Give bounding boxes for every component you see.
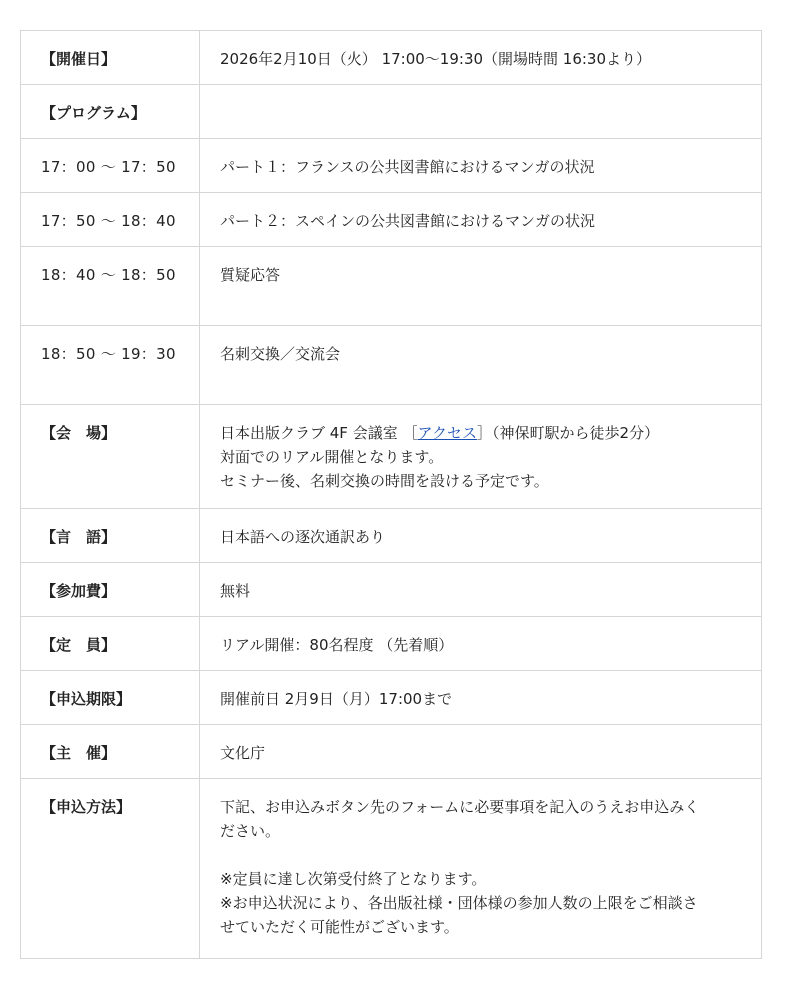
date-label: 【開催日】 <box>21 31 200 85</box>
venue-line-2: 対面でのリアル開催となります。 <box>220 448 444 466</box>
row-date <box>21 31 762 85</box>
venue-station-note: ］（神保町駅から徒歩2分） <box>477 424 660 442</box>
method-value <box>200 779 762 959</box>
method-line-4: ※お申込状況により、各出版社様・団体様の参加人数の上限をご相談さ <box>220 894 698 912</box>
row-networking <box>21 326 762 405</box>
row-capacity <box>21 617 762 671</box>
program-value <box>200 85 762 139</box>
method-line-1: 下記、お申込みボタン先のフォームに必要事項を記入のうえお申込みく <box>220 798 700 816</box>
part1-time: 17：00 〜 17：50 <box>21 139 200 193</box>
row-part1 <box>21 139 762 193</box>
deadline-label: 【申込期限】 <box>21 671 200 725</box>
program-label: 【プログラム】 <box>21 85 200 139</box>
venue-label: 【会 場】 <box>21 405 200 509</box>
part2-value: パート２：スペインの公共図書館におけるマンガの状況 <box>200 193 762 247</box>
capacity-label: 【定 員】 <box>21 617 200 671</box>
access-link[interactable]: アクセス <box>417 424 478 442</box>
qa-time: 18：40 〜 18：50 <box>21 247 200 326</box>
venue-value <box>200 405 762 509</box>
row-language <box>21 509 762 563</box>
venue-line-1 <box>220 421 741 445</box>
method-line-2: ださい。 <box>220 822 281 840</box>
qa-value: 質疑応答 <box>200 247 762 326</box>
language-value: 日本語への逐次通訳あり <box>200 509 762 563</box>
method-label: 【申込方法】 <box>21 779 200 959</box>
organizer-value: 文化庁 <box>200 725 762 779</box>
row-fee <box>21 563 762 617</box>
organizer-label: 【主 催】 <box>21 725 200 779</box>
method-line-3: ※定員に達し次第受付終了となります。 <box>220 870 487 888</box>
deadline-value: 開催前日 2月9日（月）17:00まで <box>200 671 762 725</box>
row-part2 <box>21 193 762 247</box>
venue-name: 日本出版クラブ 4F 会議室 ［ <box>220 424 418 442</box>
method-spacer <box>220 843 741 867</box>
fee-value: 無料 <box>200 563 762 617</box>
fee-label: 【参加費】 <box>21 563 200 617</box>
language-label: 【言 語】 <box>21 509 200 563</box>
row-program <box>21 85 762 139</box>
networking-time: 18：50 〜 19：30 <box>21 326 200 405</box>
venue-line-3: セミナー後、名刺交換の時間を設ける予定です。 <box>220 472 549 490</box>
row-organizer <box>21 725 762 779</box>
event-info-table <box>20 30 762 959</box>
method-line-5: せていただく可能性がございます。 <box>220 918 459 936</box>
networking-value: 名刺交換／交流会 <box>200 326 762 405</box>
row-venue <box>21 405 762 509</box>
row-method <box>21 779 762 959</box>
part1-value: パート１：フランスの公共図書館におけるマンガの状況 <box>200 139 762 193</box>
part2-time: 17：50 〜 18：40 <box>21 193 200 247</box>
capacity-value: リアル開催：80名程度 （先着順） <box>200 617 762 671</box>
row-qa <box>21 247 762 326</box>
row-deadline <box>21 671 762 725</box>
date-value: 2026年2月10日（火） 17:00〜19:30（開場時間 16:30より） <box>200 31 762 85</box>
